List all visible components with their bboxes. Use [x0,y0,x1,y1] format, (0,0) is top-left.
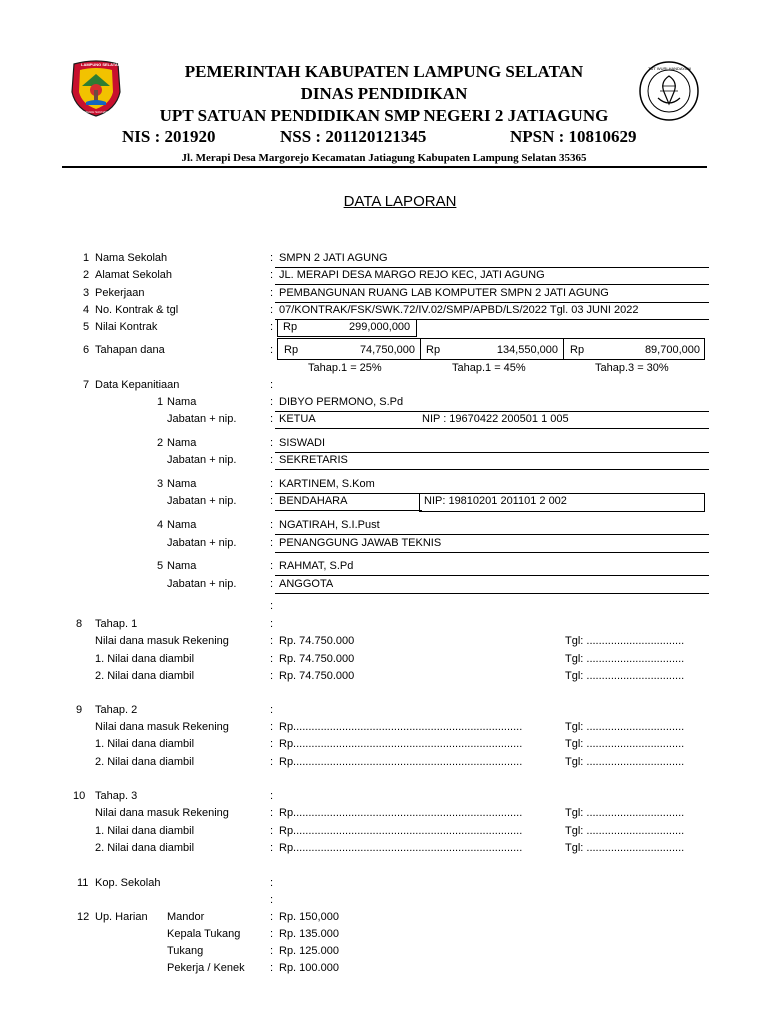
stage-c-line2-colon: : [270,825,274,837]
stage-a-line1-label: Nilai dana masuk Rekening [95,635,229,647]
member1-job-colon: : [270,413,274,425]
row3-label: Pekerjaan [95,287,145,299]
contract-number-value: 07/KONTRAK/FSK/SWK.72/IV.02/SMP/APBD/LS/2022 Tgl. 03 JUNI 2022 [275,304,709,320]
letterhead-npsn: NPSN : 10810629 [510,127,637,146]
stage-c-title: Tahap. 3 [95,790,138,802]
member5-job: ANGGOTA [275,578,709,594]
wage-builder-role: Tukang [167,945,204,957]
row2-label: Alamat Sekolah [95,269,173,281]
stage-c-title-colon: : [270,790,274,802]
stage-c-line1-label: Nilai dana masuk Rekening [95,807,229,819]
member1-job: KETUA [275,413,709,429]
row2-colon: : [270,269,274,281]
letterhead-line-1: PEMERINTAH KABUPATEN LAMPUNG SELATAN [184,62,584,81]
row4-number: 4 [83,304,90,316]
row11-number: 11 [77,877,89,889]
row12-number: 12 [77,911,90,923]
stage2-rp: Rp [426,344,441,356]
logo-right-motto-text: TUT WURI HANDAYANI [648,66,692,71]
stage1-percent-caption: Tahap.1 = 25% [308,362,382,374]
stage-c-line3-label: 2. Nilai dana diambil [95,842,195,854]
stage-c-line3-colon: : [270,842,274,854]
stage-c-line2-date: Tgl: ................................ [565,825,685,837]
member4-number: 4 [157,519,164,531]
wage-mandor-value: Rp. 150,000 [279,911,339,923]
row5-label: Nilai Kontrak [95,321,158,333]
letterhead-nss: NSS : 201120121345 [280,127,427,146]
stage-b-number: 9 [76,704,83,716]
row6-colon: : [270,344,274,356]
stage-a-line3-date: Tgl: ................................ [565,670,685,682]
school-address-value: JL. MERAPI DESA MARGO REJO KEC, JATI AGUNG [275,269,709,285]
row1-label: Nama Sekolah [95,252,168,264]
stage-b-line1-label: Nilai dana masuk Rekening [95,721,229,733]
stage-b-line2-label: 1. Nilai dana diambil [95,738,195,750]
stage-a-line1-colon: : [270,635,274,647]
stage-a-line2-colon: : [270,653,274,665]
wage-builder-colon: : [270,945,274,957]
stage-c-line1-date: Tgl: ................................ [565,807,685,819]
member4-name-label: Nama [167,519,197,531]
member4-name: NGATIRAH, S.I.Pust [275,519,709,535]
row7-label: Data Kepanitiaan [95,379,180,391]
stage1-rp: Rp [284,344,299,356]
member2-name: SISWADI [275,437,709,453]
member3-name-label: Nama [167,478,197,490]
school-name-value: SMPN 2 JATI AGUNG [275,252,709,268]
row1-colon: : [270,252,274,264]
row4-label: No. Kontrak & tgl [95,304,179,316]
letterhead-nis: NIS : 201920 [122,127,216,146]
member5-name-colon: : [270,560,274,572]
stage2-percent-caption: Tahap.1 = 45% [452,362,526,374]
work-value: PEMBANGUNAN RUANG LAB KOMPUTER SMPN 2 JATI AGUNG [275,287,709,303]
letterhead-divider [62,166,707,168]
stage-a-number: 8 [76,618,83,630]
stage-c-line1-value: Rp........................................................................... [279,807,523,819]
member4-job-label: Jabatan + nip. [167,537,237,549]
letterhead-address: Jl. Merapi Desa Margorejo Kecamatan Jatiagung Kabupaten Lampung Selatan 35365 [181,152,587,164]
stage-funds-divider-2 [563,338,564,360]
contract-value-amount: 299,000,000 [349,321,411,333]
stage1-amount: 74,750,000 [359,344,415,356]
member1-job-label: Jabatan + nip. [167,413,237,425]
row11-label: Kop. Sekolah [95,877,161,889]
stage3-rp: Rp [570,344,585,356]
stage-c-line3-value: Rp........................................................................... [279,842,523,854]
row11-colon-2: : [270,894,274,906]
row7-number: 7 [83,379,90,391]
stage-b-line1-value: Rp........................................................................... [279,721,523,733]
stage-b-line1-date: Tgl: ................................ [565,721,685,733]
member3-job-label: Jabatan + nip. [167,495,237,507]
stage-b-line3-label: 2. Nilai dana diambil [95,756,195,768]
stage-funds-divider-1 [420,338,421,360]
stage-a-line2-date: Tgl: ................................ [565,653,685,665]
row5-colon: : [270,321,274,333]
stage2-amount: 134,550,000 [496,344,558,356]
stage-b-line3-date: Tgl: ................................ [565,756,685,768]
member2-name-label: Nama [167,437,197,449]
wage-head-builder-role: Kepala Tukang [167,928,241,940]
wage-mandor-role: Mandor [167,911,205,923]
member2-job: SEKRETARIS [275,454,709,470]
stage-a-line3-label: 2. Nilai dana diambil [95,670,195,682]
row7-colon: : [270,379,274,391]
row3-number: 3 [83,287,90,299]
logo-left-bottom-text: MANGGIH SAUNAYAH [80,110,112,114]
member5-job-label: Jabatan + nip. [167,578,237,590]
member3-name: KARTINEM, S.Kom [275,478,422,494]
spacer-colon: : [270,600,274,612]
member1-name: DIBYO PERMONO, S.Pd [275,396,709,412]
stage3-percent-caption: Tahap.3 = 30% [595,362,669,374]
member1-number: 1 [157,396,164,408]
stage-b-line3-value: Rp........................................................................... [279,756,523,768]
member4-job: PENANGGUNG JAWAB TEKNIS [275,537,709,553]
stage-b-line2-date: Tgl: ................................ [565,738,685,750]
stage-a-line3-value: Rp. 74.750.000 [279,670,355,682]
wage-laborer-role: Pekerja / Kenek [167,962,245,974]
row6-number: 6 [83,344,90,356]
row12-label: Up. Harian [95,911,148,923]
stage3-amount: 89,700,000 [644,344,700,356]
member2-job-colon: : [270,454,274,466]
row6-label: Tahapan dana [95,344,165,356]
wage-head-builder-colon: : [270,928,274,940]
member5-number: 5 [157,560,164,572]
member3-job-colon: : [270,495,274,507]
member5-name: RAHMAT, S.Pd [275,560,709,576]
member1-name-label: Nama [167,396,197,408]
stage-a-line2-value: Rp. 74.750.000 [279,653,355,665]
member3-name-colon: : [270,478,274,490]
stage-a-line3-colon: : [270,670,274,682]
member1-nip: NIP : 19670422 200501 1 005 [422,413,569,425]
wage-head-builder-value: Rp. 135.000 [279,928,339,940]
stage-b-line2-colon: : [270,738,274,750]
row4-colon: : [270,304,274,316]
member2-job-label: Jabatan + nip. [167,454,237,466]
stage-a-line2-label: 1. Nilai dana diambil [95,653,195,665]
wage-builder-value: Rp. 125.000 [279,945,339,957]
member3-job: BENDAHARA [275,495,422,511]
stage-b-title-colon: : [270,704,274,716]
stage-b-line1-colon: : [270,721,274,733]
member3-number: 3 [157,478,164,490]
stage-a-line1-value: Rp. 74.750.000 [279,635,355,647]
stage-c-line3-date: Tgl: ................................ [565,842,685,854]
stage-c-line1-colon: : [270,807,274,819]
wage-mandor-colon: : [270,911,274,923]
stage-b-title: Tahap. 2 [95,704,138,716]
row11-colon: : [270,877,274,889]
logo-left-top-text: LAMPUNG SELATAN [81,62,121,67]
row5-number: 5 [83,321,90,333]
row1-number: 1 [83,252,90,264]
member4-job-colon: : [270,537,274,549]
wage-laborer-value: Rp. 100.000 [279,962,339,974]
letterhead-line-2: DINAS PENDIDIKAN [300,84,468,103]
stage-a-title-colon: : [270,618,274,630]
member2-number: 2 [157,437,164,449]
stage-b-line2-value: Rp........................................................................... [279,738,523,750]
stage-b-line3-colon: : [270,756,274,768]
member2-name-colon: : [270,437,274,449]
member5-name-label: Nama [167,560,197,572]
member4-name-colon: : [270,519,274,531]
row3-colon: : [270,287,274,299]
wage-laborer-colon: : [270,962,274,974]
member3-nip: NIP: 19810201 201101 2 002 [424,495,567,507]
stage-c-line2-value: Rp........................................................................... [279,825,523,837]
stage-c-number: 10 [73,790,86,802]
row2-number: 2 [83,269,90,281]
report-title: DATA LAPORAN [343,193,457,210]
letterhead-line-3: UPT SATUAN PENDIDIKAN SMP NEGERI 2 JATIAGUNG [159,106,609,125]
member1-name-colon: : [270,396,274,408]
contract-value-rp: Rp [283,321,298,333]
stage-a-title: Tahap. 1 [95,618,138,630]
stage-c-line2-label: 1. Nilai dana diambil [95,825,195,837]
member5-job-colon: : [270,578,274,590]
stage-a-line1-date: Tgl: ................................ [565,635,685,647]
